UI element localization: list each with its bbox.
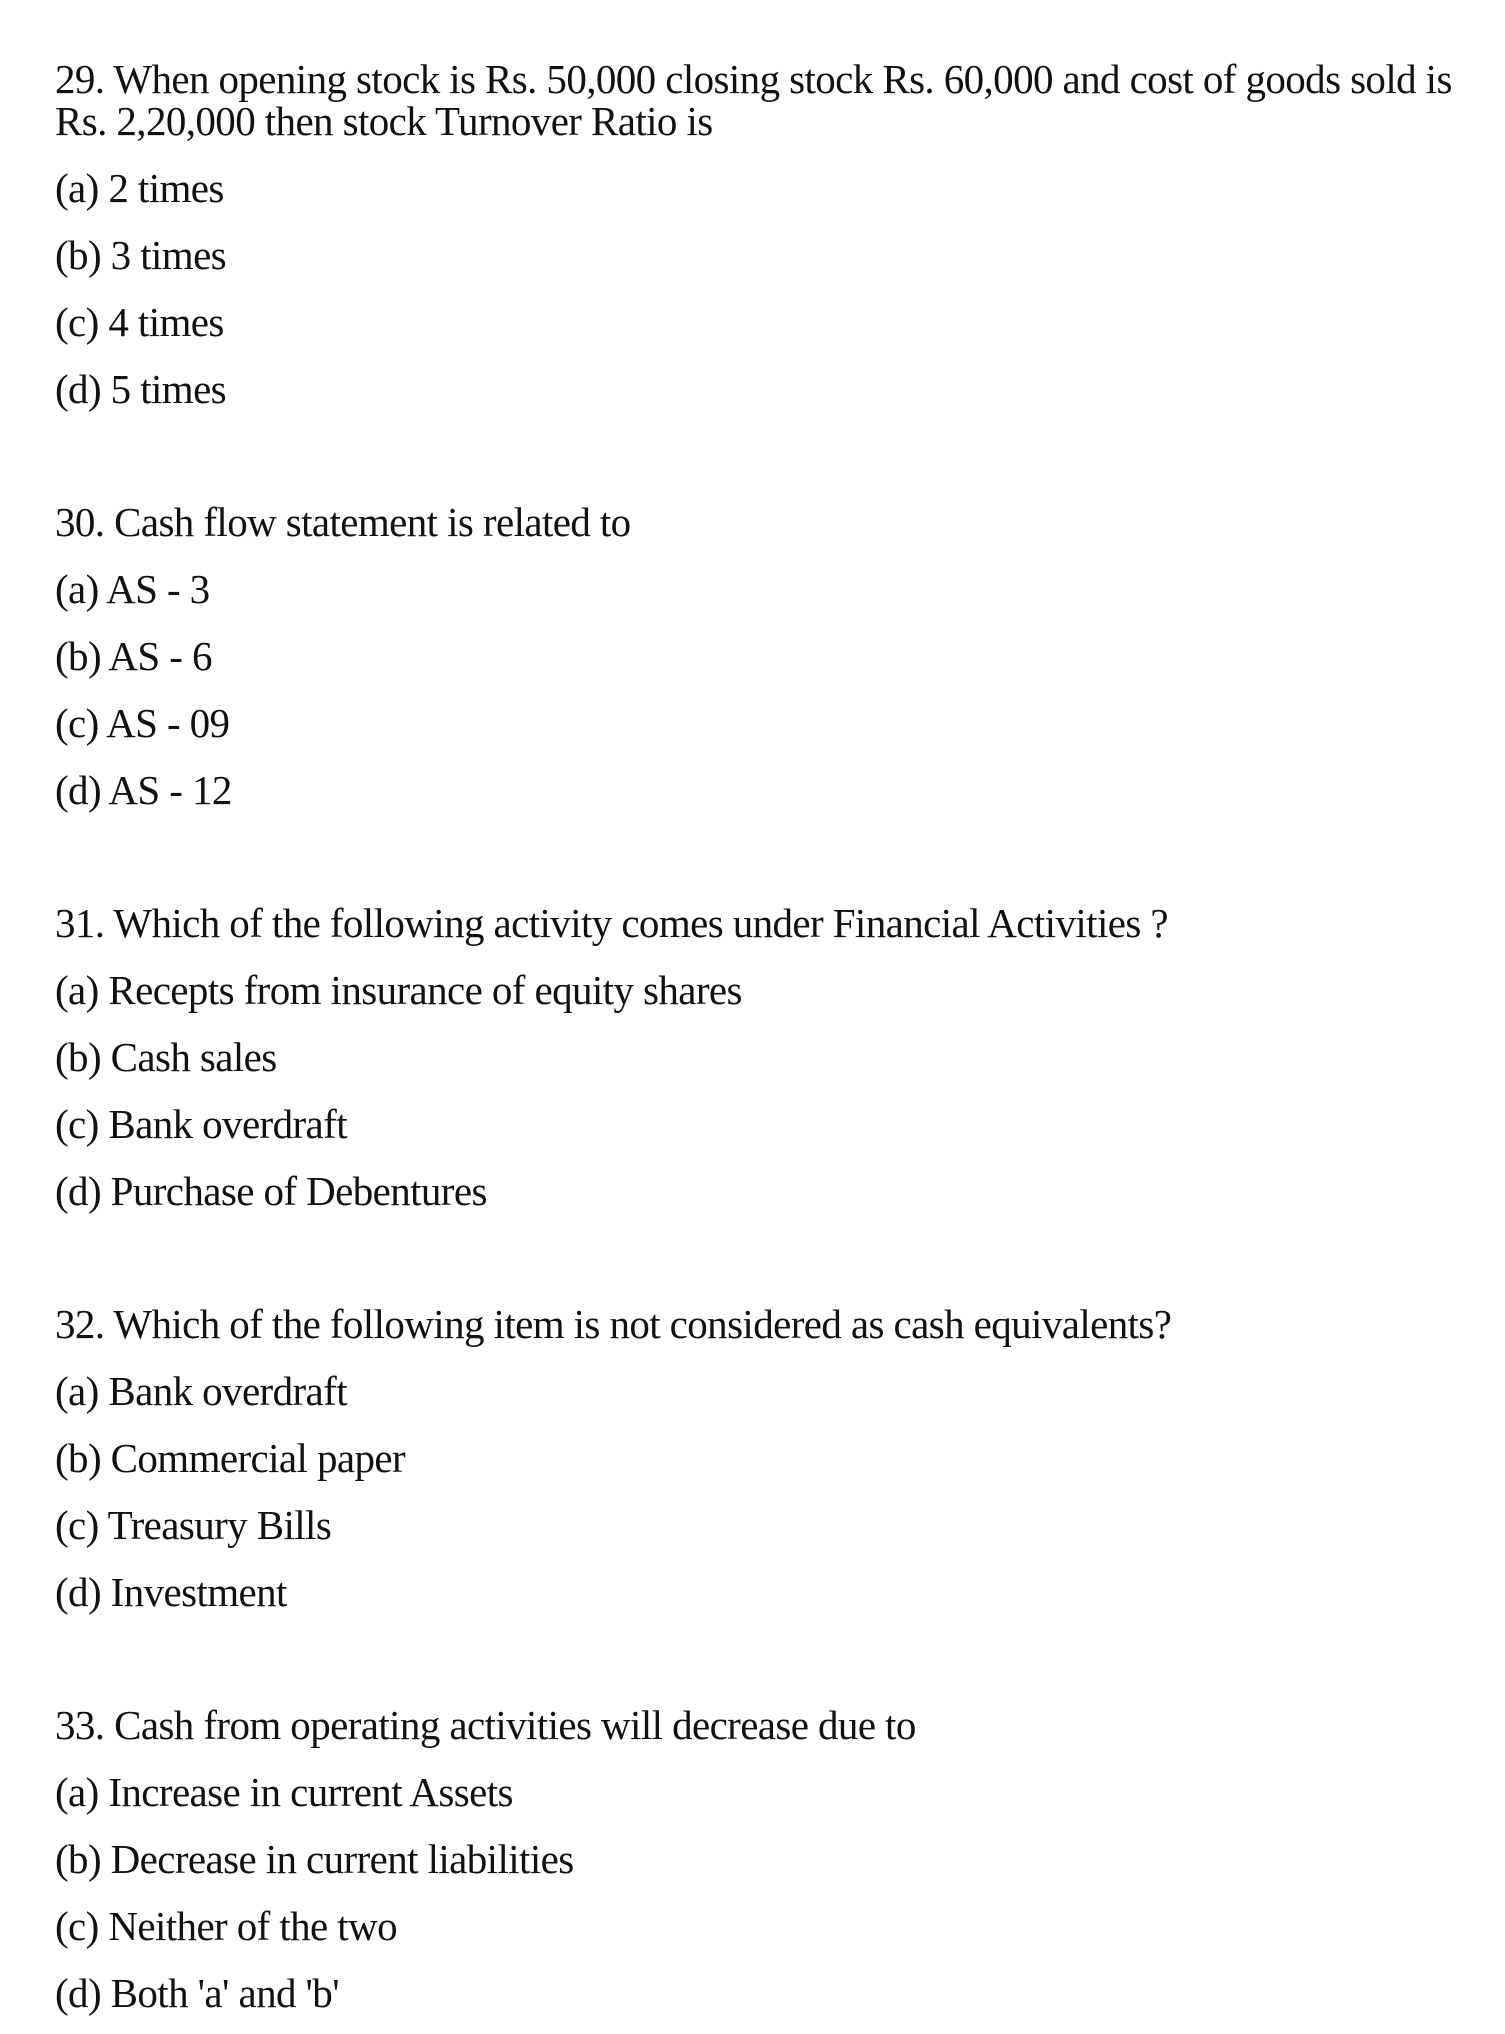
- question-29-option-a: (a) 2 times: [55, 165, 224, 211]
- question-29-text: [55, 58, 1455, 142]
- question-33-option-c: (c) Neither of the two: [55, 1903, 397, 1949]
- question-30-option-a: (a) AS - 3: [55, 566, 210, 612]
- question-32-option-d: (d) Investment: [55, 1569, 287, 1615]
- question-30-line-1: 30. Cash flow statement is related to: [55, 499, 631, 545]
- question-32-line-1: 32. Which of the following item is not considered as cash equivalents?: [55, 1301, 1172, 1347]
- question-32-option-b: (b) Commercial paper: [55, 1435, 406, 1481]
- question-33-option-d: (d) Both 'a' and 'b': [55, 1970, 339, 2016]
- question-33-option-b: (b) Decrease in current liabilities: [55, 1836, 574, 1882]
- question-32-text: [55, 1303, 1455, 1345]
- question-33: [55, 1704, 1455, 2014]
- question-30: [55, 501, 1455, 811]
- question-30-option-d: (d) AS - 12: [55, 767, 232, 813]
- question-29-line-1: 29. When opening stock is Rs. 50,000 closing stock Rs. 60,000 and cost of goods sold is: [55, 56, 1452, 102]
- question-29-line-2: Rs. 2,20,000 then stock Turnover Ratio is: [55, 98, 713, 144]
- question-32-option-c: (c) Treasury Bills: [55, 1502, 332, 1548]
- question-31-option-c: (c) Bank overdraft: [55, 1101, 347, 1147]
- question-29-option-c: (c) 4 times: [55, 299, 224, 345]
- question-29-option-b: (b) 3 times: [55, 232, 227, 278]
- question-32: [55, 1303, 1455, 1613]
- question-33-option-a: (a) Increase in current Assets: [55, 1769, 513, 1815]
- question-33-line-1: 33. Cash from operating activities will decrease due to: [55, 1702, 916, 1748]
- question-30-text: [55, 501, 1455, 543]
- question-32-option-a: (a) Bank overdraft: [55, 1368, 347, 1414]
- question-31-text: [55, 902, 1455, 944]
- question-29-option-d: (d) 5 times: [55, 366, 227, 412]
- question-31-option-b: (b) Cash sales: [55, 1034, 277, 1080]
- question-29: [55, 58, 1455, 410]
- question-31: [55, 902, 1455, 1212]
- question-30-option-c: (c) AS - 09: [55, 700, 230, 746]
- question-31-option-d: (d) Purchase of Debentures: [55, 1168, 487, 1214]
- question-31-option-a: (a) Recepts from insurance of equity shares: [55, 967, 742, 1013]
- question-33-text: [55, 1704, 1455, 1746]
- question-31-line-1: 31. Which of the following activity comes under Financial Activities ?: [55, 900, 1168, 946]
- question-30-option-b: (b) AS - 6: [55, 633, 212, 679]
